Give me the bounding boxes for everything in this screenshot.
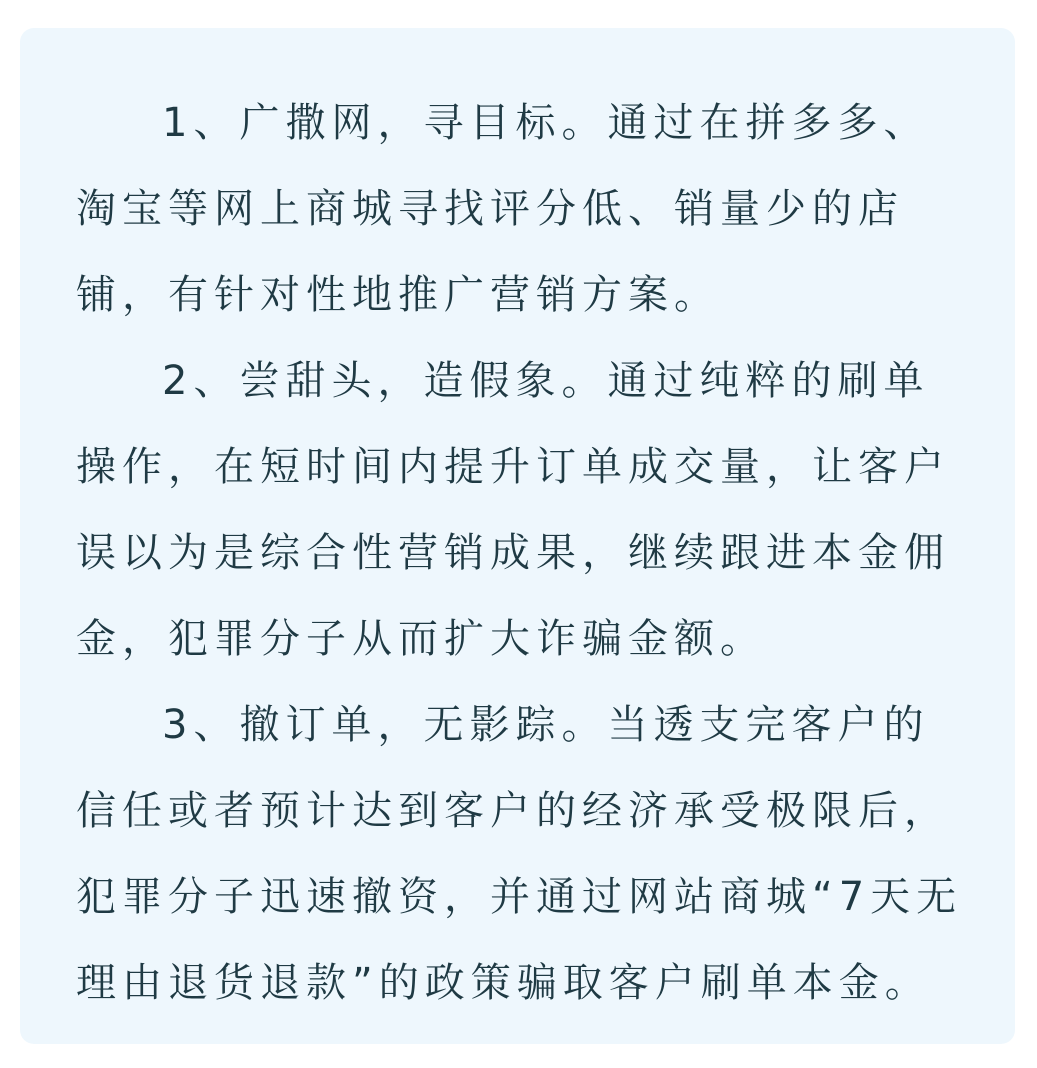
paragraph-1: 1、广撒网，寻目标。通过在拼多多、淘宝等网上商城寻找评分低、销量少的店铺，有针对性地推广营销方案。 [76, 100, 930, 318]
paragraph-2: 2、尝甜头，造假象。通过纯粹的刷单操作，在短时间内提升订单成交量，让客户误以为是综合性营销成果，继续跟进本金佣金，犯罪分子从而扩大诈骗金额。 [76, 358, 950, 662]
content-card [20, 28, 1015, 1044]
article-body [76, 80, 966, 1026]
paragraph-3: 3、撤订单，无影踪。当透支完客户的信任或者预计达到客户的经济承受极限后，犯罪分子迅速撤资，并通过网站商城“7天无理由退货退款”的政策骗取客户刷单本金。 [76, 702, 963, 1006]
